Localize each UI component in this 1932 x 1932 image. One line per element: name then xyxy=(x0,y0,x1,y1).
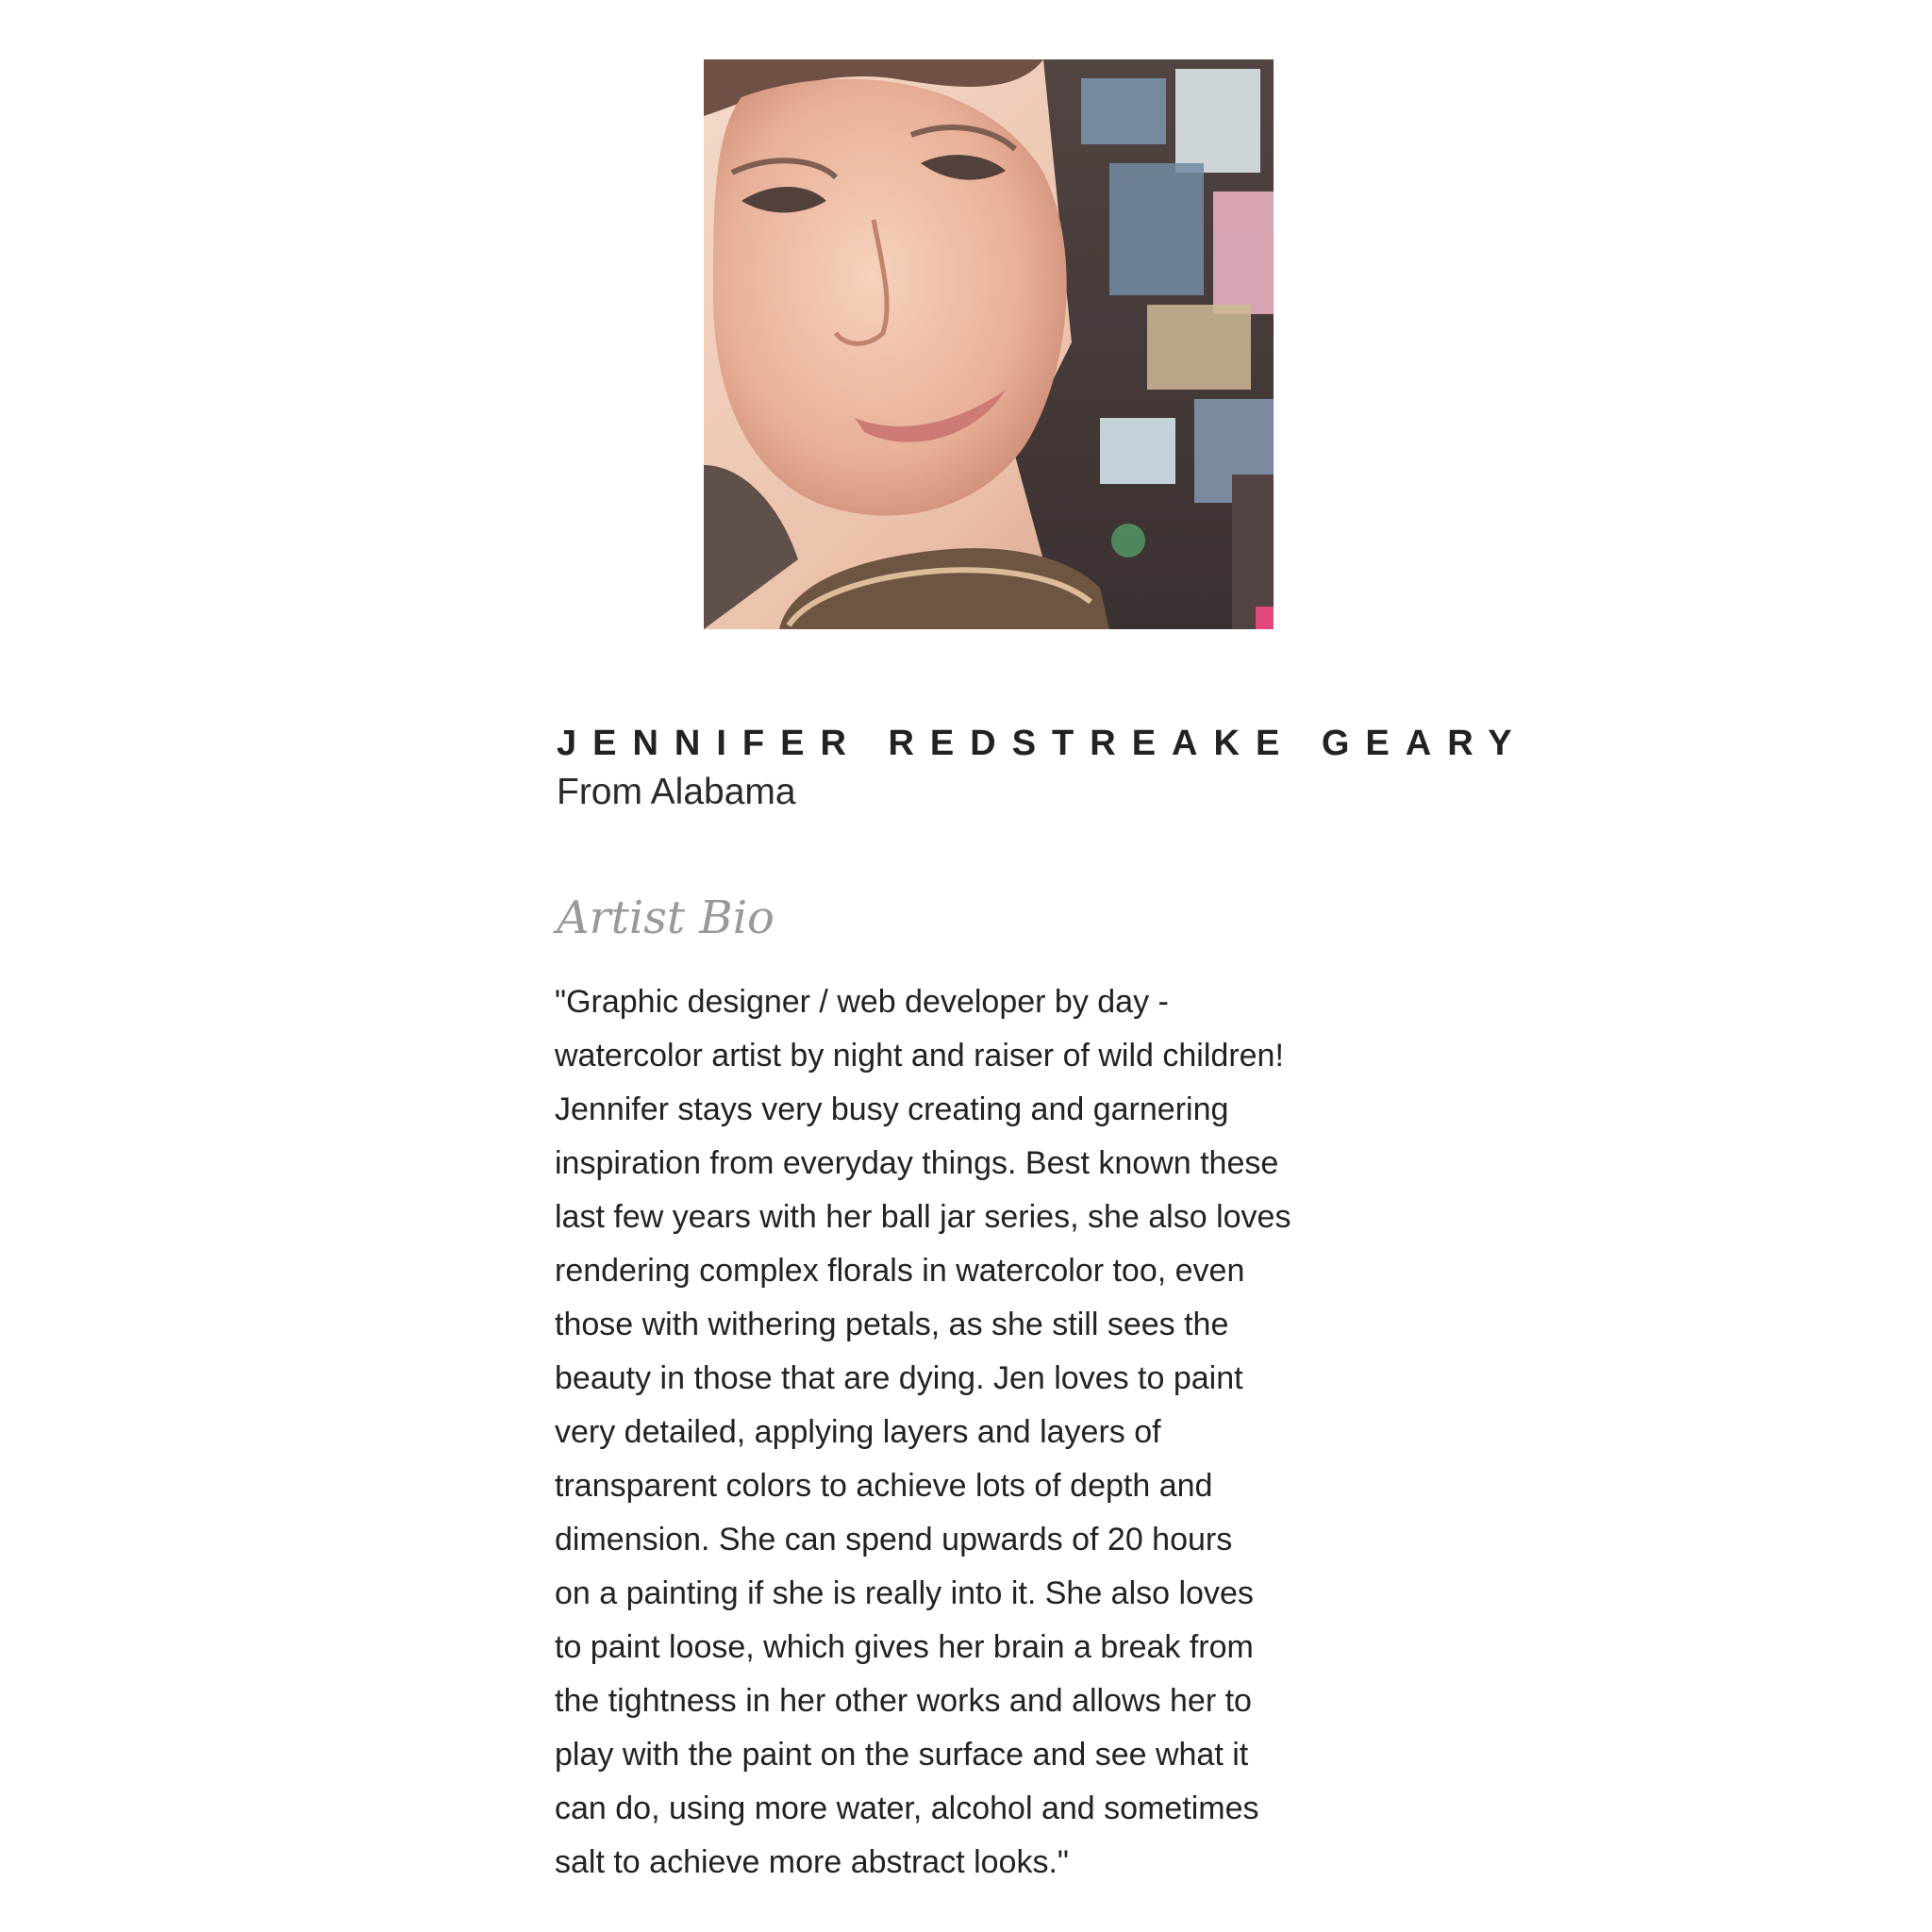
bio-text xyxy=(555,975,1423,1890)
bio-line: can do, using more water, alcohol and sometimes xyxy=(555,1790,1259,1826)
portrait-photo-icon xyxy=(704,59,1274,629)
bio-line: to paint loose, which gives her brain a break from xyxy=(555,1629,1254,1665)
bio-line: salt to achieve more abstract looks." xyxy=(555,1844,1069,1880)
bio-line: Jennifer stays very busy creating and garnering xyxy=(555,1091,1229,1127)
bio-line: transparent colors to achieve lots of depth and xyxy=(555,1468,1213,1504)
bio-heading: Artist Bio xyxy=(557,891,774,944)
bio-line: last few years with her ball jar series, she also loves xyxy=(555,1199,1291,1235)
bio-line: play with the paint on the surface and see what it xyxy=(555,1737,1249,1773)
artist-location: From Alabama xyxy=(557,772,796,812)
bio-line: rendering complex florals in watercolor too, even xyxy=(555,1253,1245,1289)
artist-photo xyxy=(704,59,1274,629)
bio-line: very detailed, applying layers and layers of xyxy=(555,1414,1161,1450)
bio-line: dimension. She can spend upwards of 20 hours xyxy=(555,1522,1233,1557)
bio-line: beauty in those that are dying. Jen loves to paint xyxy=(555,1360,1243,1396)
bio-line: watercolor artist by night and raiser of wild children! xyxy=(555,1038,1284,1074)
bio-line: on a painting if she is really into it. She also loves xyxy=(555,1575,1254,1611)
bio-line: the tightness in her other works and allows her to xyxy=(555,1683,1252,1719)
bio-line: "Graphic designer / web developer by day - xyxy=(555,984,1169,1020)
bio-line: those with withering petals, as she still sees the xyxy=(555,1307,1229,1342)
artist-name: JENNIFER REDSTREAKE GEARY xyxy=(557,724,1528,763)
bio-line: inspiration from everyday things. Best known these xyxy=(555,1145,1279,1181)
